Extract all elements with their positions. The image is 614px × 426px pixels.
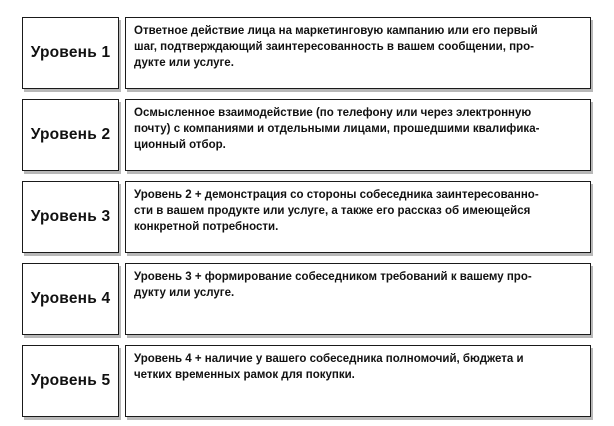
level-label: Уровень 2 bbox=[30, 126, 111, 143]
level-description-box bbox=[125, 345, 591, 417]
level-description-box bbox=[125, 181, 591, 253]
level-label-box bbox=[22, 17, 119, 89]
level-description: Осмысленное взаимодействие (по телефону или через электронную почту) с компаниями и отдельными лицами, прошедшими квалифика- ционный отбор. bbox=[134, 107, 540, 151]
level-row-2 bbox=[22, 99, 590, 171]
level-label: Уровень 3 bbox=[30, 208, 111, 225]
level-description-box bbox=[125, 17, 591, 89]
level-label-box bbox=[22, 345, 119, 417]
level-label-box bbox=[22, 99, 119, 171]
level-description: Ответное действие лица на маркетинговую кампанию или его первый шаг, подтверждающий заинтересованность в вашем сообщении, про- дукте или услуге. bbox=[134, 25, 538, 69]
level-row-4 bbox=[22, 263, 590, 335]
level-row-3 bbox=[22, 181, 590, 253]
level-description: Уровень 4 + наличие у вашего собеседника полномочий, бюджета и четких временных рамок для покупки. bbox=[134, 353, 524, 381]
level-row-5 bbox=[22, 345, 590, 417]
level-label: Уровень 5 bbox=[30, 372, 111, 389]
level-description: Уровень 2 + демонстрация со стороны собеседника заинтересованно- сти в вашем продукте или услуге, а также его рассказ об имеющейся конкретной потребности. bbox=[134, 189, 539, 233]
level-label-box bbox=[22, 263, 119, 335]
level-description-box bbox=[125, 99, 591, 171]
level-label: Уровень 4 bbox=[30, 290, 111, 307]
level-row-1 bbox=[22, 17, 590, 89]
level-description: Уровень 3 + формирование собеседником требований к вашему про- дукту или услуге. bbox=[134, 271, 532, 299]
level-label: Уровень 1 bbox=[30, 44, 111, 61]
level-label-box bbox=[22, 181, 119, 253]
level-description-box bbox=[125, 263, 591, 335]
